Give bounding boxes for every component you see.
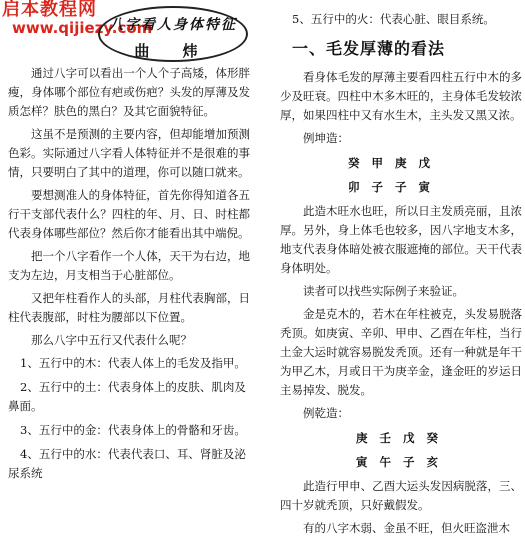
paragraph: 通过八字可以看出一个人个子高矮，体形胖瘦，身体哪个部位有疤或伤疤？头发的厚薄及发质怎样？肤色的黑白？及其它面貌特征。 — [8, 66, 250, 118]
earthly-branches-row: 寅午子亥 — [356, 455, 450, 469]
paragraph: 金是克木的，若木在年柱被克，头发易脱落秃顶。如庚寅、辛卯、甲申、乙酉在年柱，当行土金大运时就容易脱发秃顶。还有一种就是年干为甲乙木，月或日干为庚辛金，逢金旺的岁运日主易掉发、脱发。 — [280, 307, 522, 397]
watermark-site-name: 启本教程网 — [2, 0, 97, 20]
paragraph: 又把年柱看作人的头部，月柱代表胸部，日柱代表腹部，时柱为腰部以下位置。 — [8, 291, 250, 324]
watermark-url: www.qijiezy.com — [12, 19, 153, 37]
article-title: 八字看人身体特征 — [109, 17, 237, 33]
article-author: 曲 炜 — [134, 42, 212, 60]
paragraph: 有的八字木弱、金虽不旺，但火旺盗泄木 — [303, 521, 510, 535]
right-column — [280, 10, 522, 542]
paragraph: 这虽不是预测的主要内容，但却能增加预测色彩。实际通过八字看人体特征并不是很难的事情，只要明白了其中的道理，你可以随口就来。 — [8, 127, 250, 179]
list-item: 3、五行中的金：代表身体上的骨骼和牙齿。 — [20, 423, 246, 437]
paragraph: 读者可以找些实际例子来验证。 — [303, 284, 464, 298]
list-item: 1、五行中的木：代表人体上的毛发及指甲。 — [20, 356, 246, 370]
paragraph: 要想测准人的身体特征，首先你得知道各五行干支部代表什么？四柱的年、月、日、时柱都代表身体哪些部位？然后你才能看出其中端倪。 — [8, 188, 250, 240]
section-heading: 一、毛发厚薄的看法 — [292, 39, 446, 58]
heavenly-stems-row: 癸甲庚戊 — [348, 156, 442, 170]
list-item: 2、五行中的土：代表身体上的皮肤、肌肉及鼻面。 — [8, 380, 246, 413]
example-label: 例乾造： — [303, 406, 349, 420]
list-item: 5、五行中的火：代表心脏、眼目系统。 — [292, 12, 495, 26]
paragraph: 那么八字中五行又代表什么呢？ — [31, 333, 192, 347]
paragraph: 看身体毛发的厚薄主要看四柱五行中木的多少及旺衰。四柱中木多木旺的，主身体毛发较浓厚，如果四柱中又有水生木，主头发又黑又浓。 — [280, 70, 522, 122]
article-title-oval — [98, 6, 248, 62]
paragraph: 此造行甲申、乙酉大运头发因病脱落，三、四十岁就秃顶，只好戴假发。 — [280, 479, 522, 512]
paragraph: 把一个八字看作一个人体，天干为右边，地支为左边，月支相当于心脏部位。 — [8, 249, 250, 282]
heavenly-stems-row: 庚壬戊癸 — [356, 431, 450, 445]
left-column — [8, 64, 250, 488]
list-item: 4、五行中的水：代表代表口、耳、肾脏及泌尿系统 — [8, 447, 246, 480]
example-label: 例坤造： — [303, 131, 349, 145]
earthly-branches-row: 卯子子寅 — [348, 180, 442, 194]
paragraph: 此造木旺水也旺，所以日主发质亮丽，且浓厚。另外，身上体毛也较多，因八字地支木多，地支代表身体暗处被衣服遮掩的部位。天干代表身体明处。 — [280, 204, 522, 275]
